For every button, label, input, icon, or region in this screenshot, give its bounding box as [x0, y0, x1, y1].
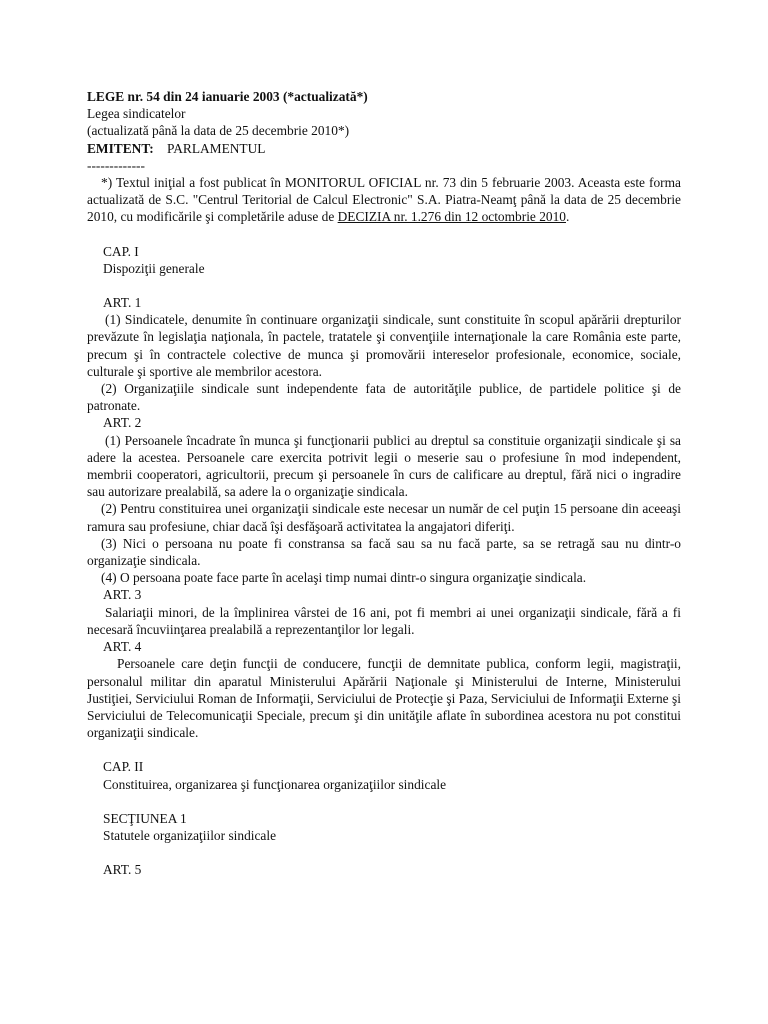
article-label: ART. 2	[103, 415, 142, 431]
footnote-end: .	[565, 209, 570, 225]
emitent-line	[87, 140, 681, 157]
footnote-text: *) Textul iniţial a fost publicat în MONITORUL OFICIAL nr. 73 din 5 februarie 2003. Aceasta este forma actualizată de S.C. "Centrul Teritorial de Calcul Electronic" S.A. Piatra-Neamţ până la data de 25 decembrie 2010, cu modificările şi completările aduse de	[87, 175, 681, 225]
article-paragraph: (4) O persoana poate face parte în acelaşi timp numai dintr-o singura organizaţie sindicala.	[101, 570, 587, 586]
decision-link[interactable]: DECIZIA nr. 1.276 din 12 octombrie 2010	[337, 209, 566, 225]
document-page	[87, 88, 681, 878]
spacer	[87, 844, 681, 861]
emitent-value: PARLAMENTUL	[167, 140, 266, 156]
article-label: ART. 4	[103, 639, 142, 655]
article-paragraph: (2) Pentru constituirea unei organizaţii sindicale este necesar un număr de cel puţin 15 persoane din aceeaşi ramura sau profesiune, chiar dacă îşi desfăşoară activitatea la angajatori diferiţi.	[87, 501, 681, 534]
footnote-paragraph	[87, 174, 681, 226]
article-label: ART. 1	[103, 295, 142, 311]
law-updated-note: (actualizată până la data de 25 decembrie 2010*)	[87, 123, 350, 139]
article-paragraph: (1) Sindicatele, denumite în continuare organizaţii sindicale, sunt constituite în scopul apărării drepturilor prevăzute în legislaţia naţionala, în pactele, tratatele şi convenţiile internaţionale la care România este parte, precum şi în contractele colective de munca şi promovării intereselor profesionale, economice, sociale, culturale şi sportive ale membrilor acestora.	[87, 312, 681, 379]
chapter-title: Dispoziţii generale	[103, 260, 205, 276]
emitent-label: EMITENT:	[87, 140, 154, 156]
spacer	[87, 741, 681, 758]
chapter-title: Constituirea, organizarea şi funcţionarea organizaţiilor sindicale	[103, 776, 447, 792]
spacer	[87, 793, 681, 810]
article-paragraph: (2) Organizaţiile sindicale sunt independente fata de autorităţile publice, de partidele politice şi de patronate.	[87, 381, 681, 414]
article-label: ART. 3	[103, 587, 142, 603]
article-paragraph: (1) Persoanele încadrate în munca şi funcţionarii publici au dreptul sa constituie organizaţii sindicale şi sa adere la acestea. Persoanele care exercita potrivit legii o meserie sau o profesiune în mod independent, membrii cooperatori, agricultorii, precum şi persoanele în curs de calificare au dreptul, fără nici o ingradire sau autorizare prealabilă, sa adere la o organizaţie sindicala.	[87, 432, 681, 500]
article-paragraph: (3) Nici o persoana nu poate fi constransa sa facă sau sa nu facă parte, sa se retragă sau nu dintr-o organizaţie sindicala.	[87, 535, 681, 569]
law-subtitle: Legea sindicatelor	[87, 106, 186, 122]
chapter-label: CAP. I	[103, 243, 139, 259]
article-paragraph: Salariaţii minori, de la împlinirea vârstei de 16 ani, pot fi membri ai unei organizaţii sindicale, fără a fi necesară încuviinţarea prealabilă a reprezentanţilor lor legali.	[87, 604, 681, 637]
section-title: Statutele organizaţiilor sindicale	[103, 827, 277, 843]
article-label: ART. 5	[103, 862, 142, 878]
separator: -------------	[87, 157, 145, 173]
spacer	[87, 277, 681, 294]
law-title: LEGE nr. 54 din 24 ianuarie 2003 (*actualizată*)	[87, 89, 368, 104]
section-label: SECŢIUNEA 1	[103, 810, 187, 826]
chapter-label: CAP. II	[103, 759, 144, 775]
spacer	[87, 226, 681, 243]
article-paragraph: Persoanele care deţin funcţii de conducere, funcţii de demnitate publica, conform legii, magistraţii, personalul militar din aparatul Ministerului Apărării Naţionale şi Ministerului de Interne, Ministerului Justiţiei, Serviciului Roman de Informaţii, Serviciului de Protecţie şi Paza, Serviciului de Informaţii Externe şi Serviciului de Telecomunicaţii Speciale, precum şi din unităţile aflate în subordinea acestora nu pot constitui organizaţii sindicale.	[87, 656, 681, 741]
